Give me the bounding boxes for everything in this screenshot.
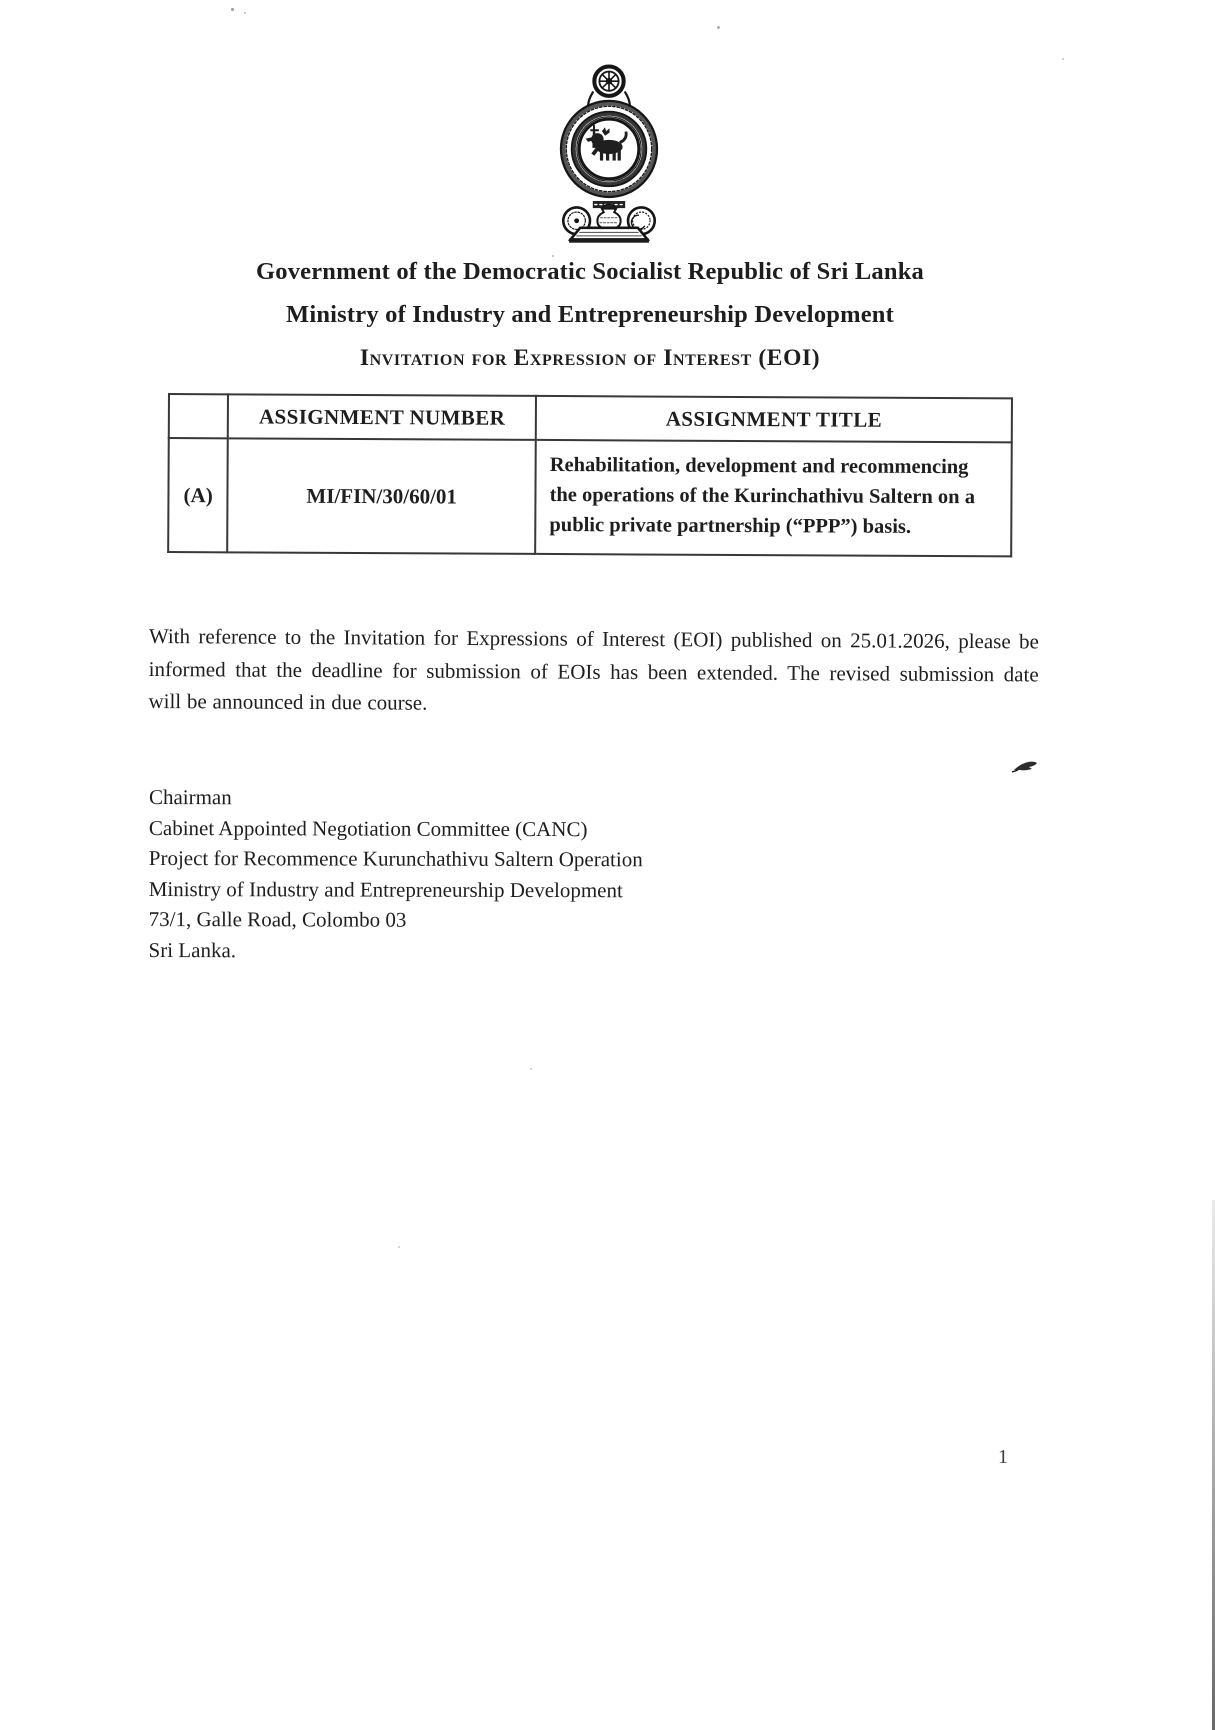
scan-speck bbox=[530, 1068, 532, 1070]
ink-smudge bbox=[1010, 755, 1040, 775]
header-assignment-title: ASSIGNMENT TITLE bbox=[536, 396, 1012, 442]
scan-speck bbox=[231, 8, 234, 11]
scan-speck bbox=[552, 255, 554, 257]
signature-line-committee: Cabinet Appointed Negotiation Committee (CANC) bbox=[148, 815, 588, 841]
row-index-cell: (A) bbox=[168, 438, 228, 552]
header-assignment-number: ASSIGNMENT NUMBER bbox=[228, 394, 536, 440]
signature-line-chairman: Chairman bbox=[148, 785, 232, 810]
paragraph-line: With reference to the Invitation for Expressions of Interest (EOI) published on 25.01.2026, please be bbox=[148, 623, 1039, 654]
page-number: 1 bbox=[998, 1446, 1008, 1468]
scan-speck bbox=[1062, 58, 1064, 60]
notice-paragraph bbox=[148, 620, 1039, 723]
table-row bbox=[168, 438, 1012, 556]
signature-line-project: Project for Recommence Kurunchathivu Saltern Operation bbox=[148, 845, 643, 872]
paragraph-line: will be announced in due course. bbox=[148, 688, 428, 715]
signature-line-address: 73/1, Galle Road, Colombo 03 bbox=[148, 906, 407, 932]
sri-lanka-emblem-icon bbox=[546, 64, 672, 244]
eoi-invitation-title: Invitation for Expression of Interest (EOI) bbox=[359, 345, 821, 371]
table-header-row bbox=[169, 394, 1012, 442]
ministry-title: Ministry of Industry and Entrepreneurship Development bbox=[286, 301, 894, 328]
scan-speck bbox=[398, 1246, 400, 1248]
header-index-cell bbox=[169, 394, 229, 438]
paragraph-line: informed that the deadline for submission of EOIs has been extended. The revised submission date bbox=[148, 656, 1039, 686]
signature-line-country: Sri Lanka. bbox=[148, 937, 237, 962]
signature-block bbox=[149, 782, 643, 966]
signature-line-ministry: Ministry of Industry and Entrepreneurship Development bbox=[148, 876, 623, 902]
row-assignment-number: MI/FIN/30/60/01 bbox=[228, 438, 536, 554]
scan-speck bbox=[717, 26, 720, 29]
government-title: Government of the Democratic Socialist Republic of Sri Lanka bbox=[256, 258, 924, 285]
assignments-table bbox=[167, 393, 1013, 557]
row-assignment-title: Rehabilitation, development and recommencing the operations of the Kurinchathivu Saltern on a public private partnership (“PPP”) basis. bbox=[535, 440, 1011, 556]
scan-speck bbox=[244, 12, 246, 14]
